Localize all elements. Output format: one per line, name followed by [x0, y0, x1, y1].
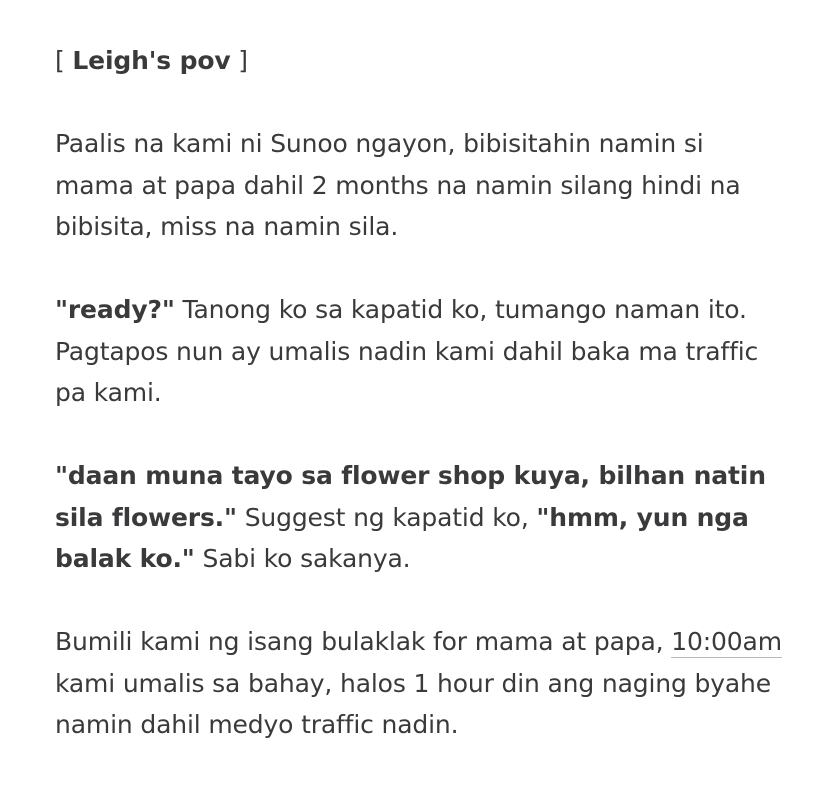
paragraph-2	[55, 289, 785, 414]
paragraph-1: Paalis na kami ni Sunoo ngayon, bibisitahin namin si mama at papa dahil 2 months na namin silang hindi na bibisita, miss na namin sila.	[55, 129, 741, 241]
open-bracket: [	[55, 46, 73, 75]
narration: Sabi ko sakanya.	[194, 544, 411, 573]
close-bracket: ]	[230, 46, 248, 75]
narration: Suggest ng kapatid ko,	[236, 502, 537, 532]
time-link[interactable]: 10:00am	[671, 627, 782, 656]
paragraph-3	[55, 455, 785, 580]
paragraph-4	[55, 621, 785, 746]
dialogue-quote: "ready?"	[55, 295, 175, 324]
narration: Tanong ko sa kapatid ko, tumango naman ito. Pagtapos nun ay umalis nadin kami dahil baka ma traffic pa kami.	[55, 295, 759, 407]
narration: kami umalis sa bahay, halos 1 hour din ang naging byahe namin dahil medyo traffic nadin.	[55, 668, 771, 739]
dialogue-quote: "daan muna tayo sa flower shop kuya, bilhan natin sila flowers."	[55, 461, 766, 532]
pov-heading	[55, 40, 785, 82]
pov-title: Leigh's pov	[72, 46, 231, 75]
story-text	[55, 40, 785, 746]
dialogue-quote: "hmm, yun nga balak ko."	[55, 502, 749, 573]
narration: Bumili kami ng isang bulaklak for mama at papa,	[55, 627, 672, 656]
